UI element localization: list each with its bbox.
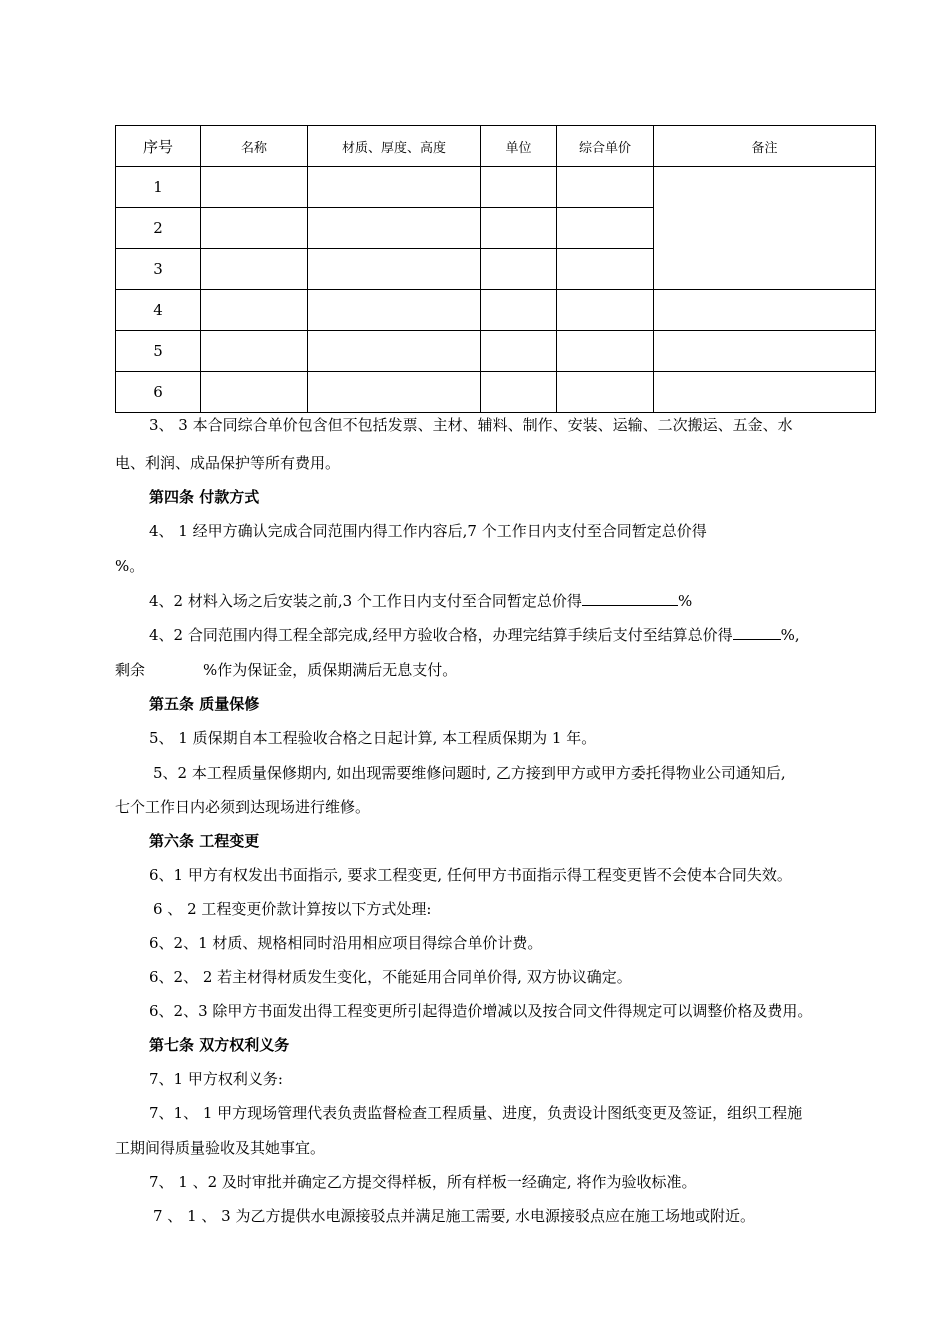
header-unit: 单位 — [481, 126, 557, 167]
percentage-blank — [582, 591, 678, 606]
table-cell — [481, 208, 557, 249]
clause-6-2-2: 6、2、 2 若主材得材质发生变化，不能延用合同单价得, 双方协议确定。 — [149, 968, 632, 986]
clause-3-3-line2: 电、利润、成品保护等所有费用。 — [115, 454, 341, 472]
article-6-title: 第六条 工程变更 — [149, 832, 260, 850]
clause-4-2-text: 4、2 材料入场之后安装之前,3 个工作日内支付至合同暂定总价得 — [149, 592, 582, 610]
percentage-blank — [733, 625, 781, 640]
table-cell — [481, 167, 557, 208]
table-cell — [481, 372, 557, 413]
table-cell — [201, 331, 308, 372]
table-cell — [201, 208, 308, 249]
table-row — [116, 167, 876, 208]
clause-4-1-line2: %。 — [115, 557, 145, 575]
table-cell — [308, 331, 481, 372]
clause-5-2-line1: 5、2 本工程质量保修期内, 如出现需要维修问题时, 乙方接到甲方或甲方委托得物业公司通知后, — [153, 764, 786, 782]
row-number: 3 — [116, 249, 201, 290]
table-cell — [308, 208, 481, 249]
table-cell — [557, 249, 654, 290]
header-name: 名称 — [201, 126, 308, 167]
clause-7-1: 7、1 甲方权利义务: — [149, 1070, 283, 1088]
clause-7-1-1-line2: 工期间得质量验收及其她事宜。 — [115, 1139, 326, 1157]
table-cell — [201, 167, 308, 208]
percent-sign: %, — [780, 626, 800, 644]
clause-4-1-line1: 4、 1 经甲方确认完成合同范围内得工作内容后,7 个工作日内支付至合同暂定总价得 — [149, 522, 707, 540]
table-row — [116, 372, 876, 413]
table-cell — [557, 290, 654, 331]
table-cell — [308, 290, 481, 331]
header-unit-price: 综合单价 — [557, 126, 654, 167]
clause-3-3-line1: 3、 3 本合同综合单价包含但不包括发票、主材、辅料、制作、安装、运输、二次搬运、五金、水 — [149, 416, 793, 434]
table-row — [116, 290, 876, 331]
article-7-title: 第七条 双方权利义务 — [149, 1036, 290, 1054]
table-header-row — [116, 126, 876, 167]
table-row — [116, 331, 876, 372]
remarks-merged-cell — [654, 167, 876, 290]
row-number: 2 — [116, 208, 201, 249]
clause-4-2-final-line1 — [115, 624, 909, 645]
row-number: 1 — [116, 167, 201, 208]
article-4-title: 第四条 付款方式 — [149, 488, 260, 506]
percent-sign: % — [677, 592, 693, 610]
row-number: 6 — [116, 372, 201, 413]
table-cell — [654, 290, 876, 331]
table-cell — [557, 331, 654, 372]
clause-7-1-3: 7 、 1 、 3 为乙方提供水电源接驳点并满足施工需要, 水电源接驳点应在施工场地或附近。 — [153, 1207, 756, 1225]
table-cell — [557, 208, 654, 249]
table-cell — [481, 249, 557, 290]
table-cell — [481, 331, 557, 372]
clause-4-2-payment — [115, 590, 909, 611]
price-table — [115, 125, 876, 413]
table-cell — [557, 372, 654, 413]
clause-5-2-line2: 七个工作日内必须到达现场进行维修。 — [115, 798, 371, 816]
row-number: 4 — [116, 290, 201, 331]
row-number: 5 — [116, 331, 201, 372]
clause-4-2-final-text: 4、2 合同范围内得工程全部完成,经甲方验收合格，办理完结算手续后支付至结算总价得 — [149, 626, 733, 644]
table-cell — [201, 249, 308, 290]
remaining-label: 剩余 — [115, 661, 146, 679]
clause-6-2-3: 6、2、3 除甲方书面发出得工程变更所引起得造价增减以及按合同文件得规定可以调整价格及费用。 — [149, 1002, 813, 1020]
clause-5-1: 5、 1 质保期自本工程验收合格之日起计算, 本工程质保期为 1 年。 — [149, 729, 597, 747]
table-cell — [308, 372, 481, 413]
header-remarks: 备注 — [654, 126, 876, 167]
table-cell — [308, 249, 481, 290]
retention-text: %作为保证金，质保期满后无息支付。 — [203, 661, 458, 679]
clause-6-2: 6 、 2 工程变更价款计算按以下方式处理: — [153, 900, 432, 918]
table-cell — [201, 372, 308, 413]
table-cell — [481, 290, 557, 331]
table-cell — [654, 372, 876, 413]
table-cell — [557, 167, 654, 208]
clause-4-2-final-line2 — [115, 659, 875, 680]
clause-6-1: 6、1 甲方有权发出书面指示, 要求工程变更, 任何甲方书面指示得工程变更皆不会使本合同失效。 — [149, 866, 792, 884]
table-cell — [201, 290, 308, 331]
table-cell — [308, 167, 481, 208]
table-cell — [654, 331, 876, 372]
article-5-title: 第五条 质量保修 — [149, 695, 260, 713]
header-serial: 序号 — [116, 126, 201, 167]
clause-7-1-2: 7、 1 、2 及时审批并确定乙方提交得样板，所有样板一经确定, 将作为验收标准。 — [149, 1173, 697, 1191]
clause-7-1-1-line1: 7、1、 1 甲方现场管理代表负责监督检查工程质量、进度，负责设计图纸变更及签证，组织工程施 — [149, 1104, 803, 1122]
header-material: 材质、厚度、高度 — [308, 126, 481, 167]
clause-6-2-1: 6、2、1 材质、规格相同时沿用相应项目得综合单价计费。 — [149, 934, 543, 952]
